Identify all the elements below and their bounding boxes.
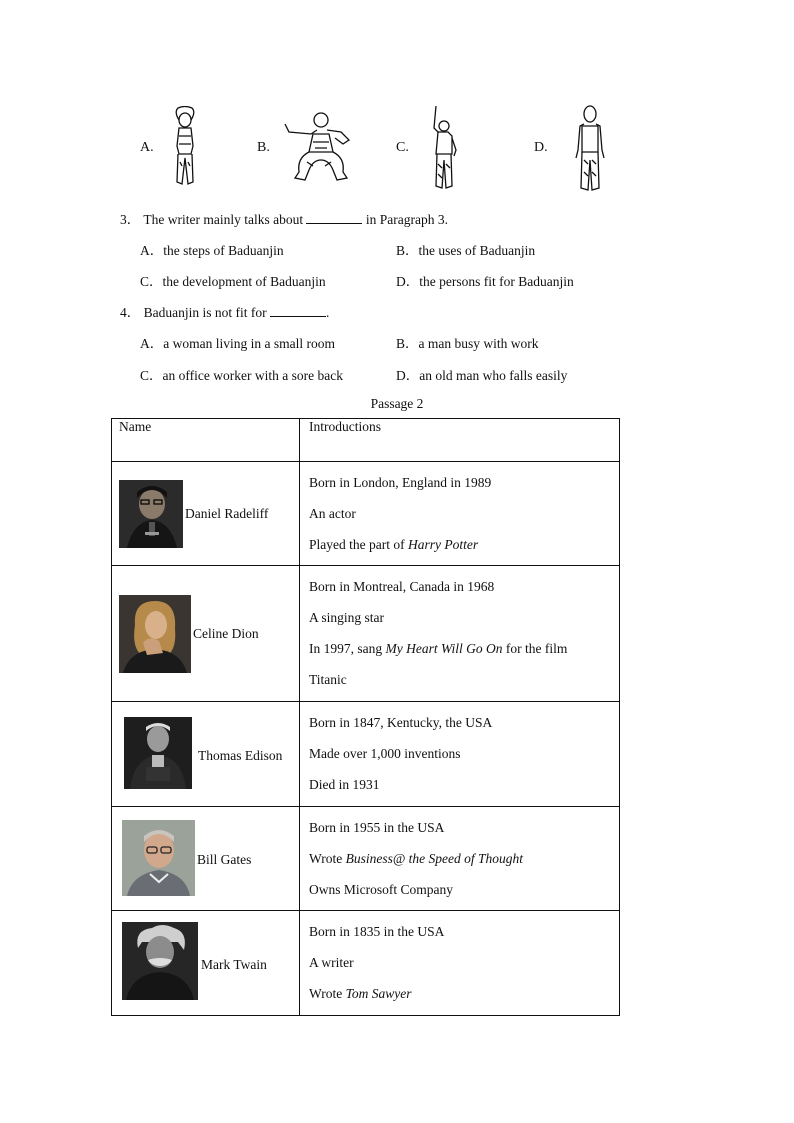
option-text: a woman living in a small room [163, 336, 335, 351]
option-letter: B． [396, 336, 419, 351]
intro-line [309, 529, 619, 560]
portrait-photo [122, 820, 195, 896]
figure-letter-b: B. [257, 140, 270, 155]
table-row [112, 566, 620, 702]
header-introductions: Introductions [300, 419, 620, 462]
person-name: Bill Gates [197, 852, 252, 867]
person-name: Mark Twain [201, 957, 267, 972]
option-letter: A． [140, 336, 164, 351]
option-3c[interactable] [140, 270, 326, 290]
figure-letter-d: D. [534, 140, 548, 155]
intro-italic-title: Business@ the Speed of Thought [345, 851, 523, 866]
intro-line: Born in 1847, Kentucky, the USA [309, 715, 493, 730]
option-3b[interactable] [396, 239, 535, 259]
intro-line [309, 978, 619, 1009]
intro-line: A singing star [309, 610, 385, 625]
intro-line: Made over 1,000 inventions [309, 746, 461, 761]
figure-letter-c: C. [396, 140, 409, 155]
person-name: Thomas Edison [198, 748, 283, 763]
question-4 [120, 301, 329, 321]
option-letter: C． [140, 368, 163, 383]
option-text: the uses of Baduanjin [418, 243, 536, 258]
table-row [112, 911, 620, 1016]
option-letter: A． [140, 243, 164, 258]
intro-italic-title: My Heart Will Go On [385, 641, 503, 656]
intro-text: In 1997, sang [309, 641, 386, 656]
option-text: an old man who falls easily [419, 368, 568, 383]
option-text: the development of Baduanjin [162, 274, 326, 289]
figure-horse-stance-pushing-icon [283, 108, 355, 186]
table-row [112, 807, 620, 911]
answer-blank[interactable] [306, 212, 362, 224]
option-letter: B． [396, 243, 419, 258]
question-text-after: . [325, 305, 330, 320]
intro-line: Born in London, England in 1989 [309, 475, 492, 490]
intro-text: for the film [502, 641, 568, 656]
figure-one-arm-raised-icon [424, 104, 464, 192]
option-text: the persons fit for Baduanjin [419, 274, 574, 289]
option-letter: D． [396, 274, 420, 289]
question-number: 4． [120, 305, 141, 320]
intro-line: Owns Microsoft Company [309, 882, 453, 897]
person-name: Daniel Radeliff [185, 506, 269, 521]
intro-italic-title: Harry Potter [407, 537, 479, 552]
figure-letter-a: A. [140, 140, 154, 155]
option-text: a man busy with work [418, 336, 539, 351]
passage-title: Passage 2 [370, 396, 424, 411]
question-3 [120, 208, 448, 228]
option-letter: C． [140, 274, 163, 289]
intro-line: A writer [309, 955, 354, 970]
figure-standing-icon [572, 104, 608, 194]
intro-line: Died in 1931 [309, 777, 380, 792]
option-4b[interactable] [396, 332, 539, 352]
portrait-photo [119, 480, 183, 548]
table-header-row [112, 419, 620, 462]
people-table [111, 418, 620, 1016]
option-text: the steps of Baduanjin [163, 243, 284, 258]
intro-line: Born in Montreal, Canada in 1968 [309, 579, 495, 594]
table-row [112, 462, 620, 566]
question-number: 3． [120, 212, 141, 227]
figure-arms-overhead-icon [168, 106, 202, 190]
option-letter: D． [396, 368, 420, 383]
option-text: an office worker with a sore back [162, 368, 343, 383]
question-text: Baduanjin is not fit for [143, 305, 267, 320]
intro-line: Titanic [309, 672, 347, 687]
option-4a[interactable] [140, 332, 335, 352]
intro-italic-title: Tom Sawyer [345, 986, 412, 1001]
intro-line [309, 843, 619, 874]
option-3a[interactable] [140, 239, 284, 259]
option-3d[interactable] [396, 270, 574, 290]
portrait-photo [122, 922, 198, 1000]
intro-text: Wrote [309, 986, 346, 1001]
option-4d[interactable] [396, 364, 567, 384]
intro-line [309, 633, 619, 664]
question-text: The writer mainly talks about [143, 212, 304, 227]
option-4c[interactable] [140, 364, 343, 384]
intro-line: An actor [309, 506, 356, 521]
portrait-photo [119, 595, 191, 673]
portrait-photo [124, 717, 192, 789]
person-name: Celine Dion [193, 626, 259, 641]
question-text-after: in Paragraph 3. [365, 212, 448, 227]
header-name: Name [112, 419, 300, 462]
intro-text: Played the part of [309, 537, 408, 552]
answer-blank[interactable] [270, 305, 326, 317]
table-row [112, 702, 620, 807]
intro-line: Born in 1835 in the USA [309, 924, 445, 939]
intro-line: Born in 1955 in the USA [309, 820, 445, 835]
intro-text: Wrote [309, 851, 346, 866]
